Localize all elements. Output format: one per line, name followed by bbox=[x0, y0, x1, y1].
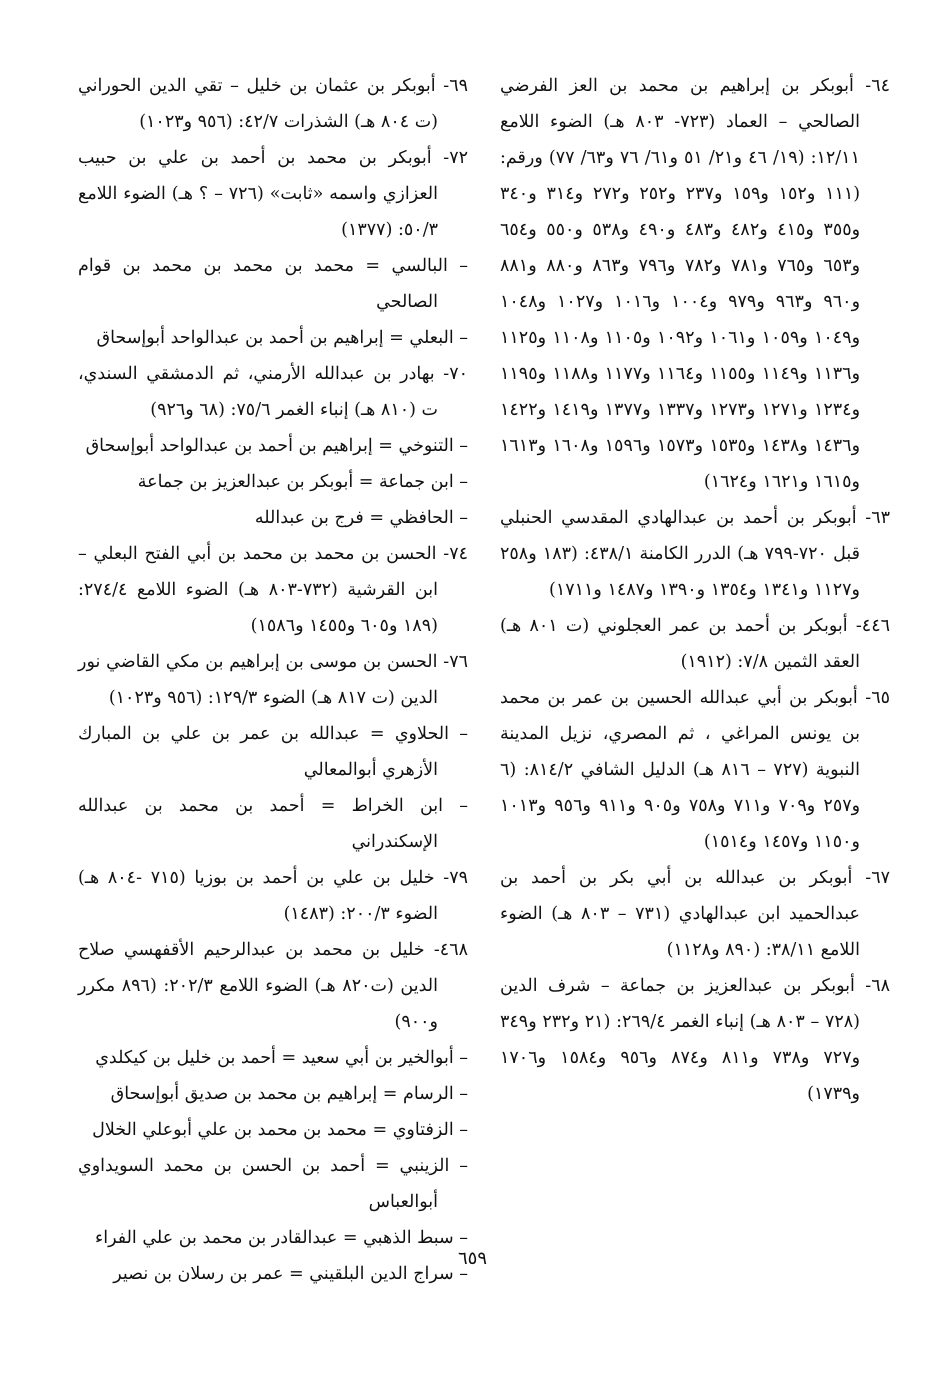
cross-reference: – سراج الدين البلقيني = عمر بن رسلان بن نصير bbox=[113, 1264, 468, 1284]
entry: ٦٣- أبوبكر بن أحمد بن عبدالهادي المقدسي الحنبلي قبل ٧٢٠-٧٩٩ هـ) الدرر الكامنة ٤٣٨/١: (١٨٣ و٢٥٨ و١١٢٧ و١٣٤١ و١٣٥٤ و١٣٩٠ و١٤٨٧ و١٧١١) bbox=[500, 508, 890, 600]
entry: ٦٧- أبوبكر بن عبدالله بن أبي بكر بن أحمد بن عبدالحميد ابن عبدالهادي (٧٣١ – ٨٠٣ هـ) الضوء اللامع ٣٨/١١: (٨٩٠ و١١٢٨) bbox=[500, 868, 890, 960]
document-page bbox=[60, 68, 890, 1284]
cross-reference: – البعلي = إبراهيم بن أحمد بن عبدالواحد أبوإسحاق bbox=[96, 328, 468, 348]
left-column bbox=[78, 68, 468, 1284]
cross-reference: – الحلاوي = عبدالله بن عمر بن علي بن المبارك الأزهري أبوالمعالي bbox=[78, 724, 468, 780]
entry: ٦٤- أبوبكر بن إبراهيم بن محمد بن العز الفرضي الصالحي – العماد (٧٢٣- ٨٠٣ هـ) الضوء اللامع ١٢/١١: (١٩/ ٤٦ و٢١/ ٥١ و٦١/ ٧٦ و٦٣/ ٧٧) ورقم: (١١١ و١٥٢ و١٥٩ و٢٣٧ و٢٥٢ و٢٧٢ و٣١٤ و٣٤٠ و٣٥٥ و٤١٥ و٤٨٢ و٤٨٣ و٤٩٠ و٥٣٨ و٥٥٠ و٦٥٤ و٦٥٣ و٧٦٥ و٧٨١ و٧٨٢ و٧٩٦ و٨٦٣ و٨٨٠ و٨٨١ و٩٦٠ و٩٦٣ و٩٧٩ و١٠٠٤ و١٠١٦ و١٠٢٧ و١٠٤٨ و١٠٤٩ و١٠٥٩ و١٠٦١ و١٠٩٢ و١١٠٥ و١١٠٨ و١١٢٥ و١١٣٦ و١١٤٩ و١١٥٥ و١١٦٤ و١١٧٧ و١١٨٨ و١١٩٥ و١٢٣٤ و١٢٧١ و١٢٧٣ و١٣٣٧ و١٣٧٧ و١٤١٩ و١٤٢٢ و١٤٣٦ و١٤٣٨ و١٥٣٥ و١٥٧٣ و١٥٩٦ و١٦٠٨ و١٦١٣ و١٦١٥ و١٦٢١ و١٦٢٤) bbox=[500, 76, 890, 492]
cross-reference: – أبوالخير بن أبي سعيد = أحمد بن خليل بن كيكلدي bbox=[95, 1048, 468, 1068]
cross-reference: – البالسي = محمد بن محمد بن محمد بن قوام الصالحي bbox=[78, 256, 468, 312]
cross-reference: – التنوخي = إبراهيم بن أحمد بن عبدالواحد أبوإسحاق bbox=[85, 436, 468, 456]
cross-reference: – سبط الذهبي = عبدالقادر بن محمد بن علي الفراء bbox=[94, 1228, 468, 1248]
cross-reference: – الزينبي = أحمد بن الحسن بن محمد السويداوي أبوالعباس bbox=[78, 1156, 468, 1212]
entry: ٧٠- بهادر بن عبدالله الأرمني، ثم الدمشقي السندي، ت (٨١٠ هـ) إنباء الغمر ٧٥/٦: (٦٨ و٩٢٦) bbox=[78, 364, 468, 420]
entry: ٧٢- أبوبكر بن محمد بن أحمد بن علي بن حبيب العزازي واسمه «ثابت» (٧٢٦ – ؟ هـ) الضوء اللامع ٥٠/٣: (١٣٧٧) bbox=[78, 148, 468, 240]
page-number: ٦٥٩ bbox=[457, 1248, 487, 1269]
cross-reference: – الرسام = إبراهيم بن محمد بن صديق أبوإسحاق bbox=[110, 1084, 468, 1104]
entry: ٧٤- الحسن بن محمد بن محمد بن أبي الفتح البعلي – ابن القرشية (٧٣٢-٨٠٣ هـ) الضوء اللامع ٢٧٤/٤: (١٨٩ و٦٠٥ و١٤٥٥ و١٥٨٦) bbox=[78, 544, 468, 636]
cross-reference: – ابن جماعة = أبوبكر بن عبدالعزيز بن جماعة bbox=[137, 472, 468, 492]
entry: ٦٨- أبوبكر بن عبدالعزيز بن جماعة – شرف الدين (٧٢٨ – ٨٠٣ هـ) إنباء الغمر ٢٦٩/٤: (٢١ و٢٣٢ و٣٤٩ و٧٢٧ و٧٣٨ و٨١١ و٨٧٤ و٩٥٦ و١٥٨٤ و١٧٠٦ و١٧٣٩) bbox=[500, 976, 890, 1104]
entry: ٤٦٨- خليل بن محمد بن عبدالرحيم الأقفهسي صلاح الدين (ت٨٢٠ هـ) الضوء اللامع ٢٠٢/٣: (٨٩٦ مكرر و٩٠٠) bbox=[78, 940, 468, 1032]
cross-reference: – الزفتاوي = محمد بن محمد بن علي أبوعلي الخلال bbox=[92, 1120, 468, 1140]
cross-reference: – الحافظي = فرج بن عبدالله bbox=[254, 508, 468, 528]
cross-reference: – ابن الخراط = أحمد بن محمد بن عبدالله الإسكندراني bbox=[78, 796, 468, 852]
entry: ٤٤٦- أبوبكر بن أحمد بن عمر العجلوني (ت ٨٠١ هـ) العقد الثمين ٧/٨: (١٩١٢) bbox=[500, 616, 890, 672]
entry: ٦٥- أبوبكر بن أبي عبدالله الحسين بن عمر بن محمد بن يونس المراغي ، ثم المصري، نزيل المدينة النبوية (٧٢٧ – ٨١٦ هـ) الدليل الشافي ٨١٤/٢: (٦ و٢٥٧ و٧٠٩ و٧١١ و٧٥٨ و٩٠٥ و٩١١ و٩٥٦ و١٠١٣ و١١٥٠ و١٤٥٧ و١٥١٤) bbox=[500, 688, 890, 852]
entry: ٧٩- خليل بن علي بن أحمد بن بوزيا (٧١٥ -٨٠٤ هـ) الضوء ٢٠٠/٣: (١٤٨٣) bbox=[78, 868, 468, 924]
right-column bbox=[500, 68, 890, 1248]
entry: ٦٩- أبوبكر بن عثمان بن خليل – تقي الدين الحوراني (ت ٨٠٤ هـ) الشذرات ٤٢/٧: (٩٥٦ و١٠٢٣) bbox=[78, 76, 468, 132]
entry: ٧٦- الحسن بن موسى بن إبراهيم بن مكي القاضي نور الدين (ت ٨١٧ هـ) الضوء ١٢٩/٣: (٩٥٦ و١٠٢٣) bbox=[78, 652, 468, 708]
